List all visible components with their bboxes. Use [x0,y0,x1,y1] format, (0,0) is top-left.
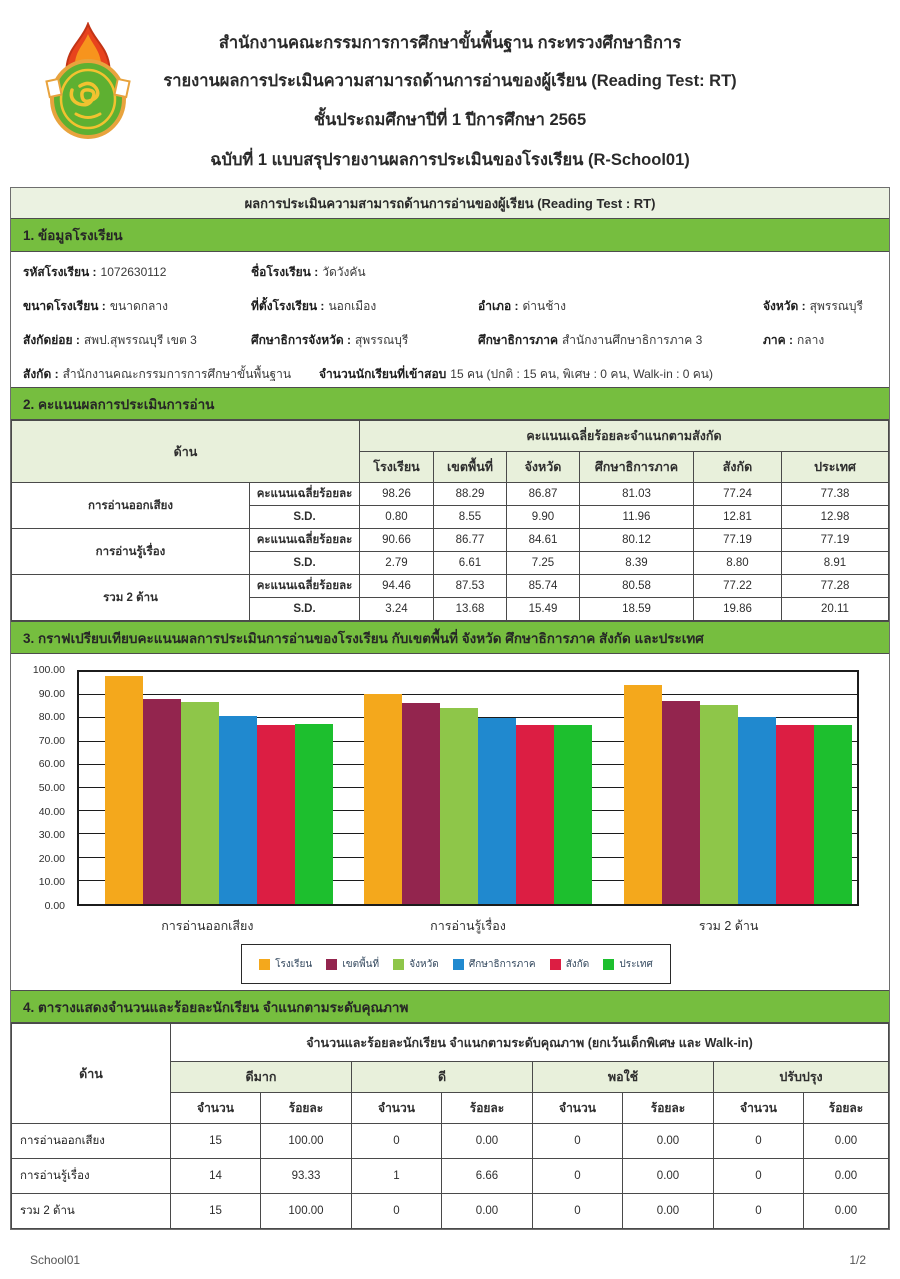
y-tick-label: 70.00 [38,734,65,747]
col-header-school: โรงเรียน [360,452,434,483]
legend-item-country: ประเทศ [603,957,652,972]
bar [700,705,738,904]
field-provincial-education: ศึกษาธิการจังหวัด : สุพรรณบุรี [251,333,409,347]
legend-item-area: เขตพื้นที่ [326,957,379,972]
score-row-name: รวม 2 ด้าน [12,575,250,621]
quality-table-corner: ด้าน [12,1024,171,1124]
info-row-2 [11,296,889,322]
chart-plot [77,670,859,906]
section3-header: 3. กราฟเปรียบเทียบคะแนนผลการประเมินการอ่านของโรงเรียน กับเขตพื้นที่ จังหวัด ศึกษาธิการภาค สังกัด และประเทศ [11,621,889,654]
chart-y-axis [11,664,69,912]
score-row-name: การอ่านรู้เรื่อง [12,529,250,575]
comparison-bar-chart [11,654,889,990]
y-tick-label: 90.00 [38,687,65,700]
y-tick-label: 50.00 [38,782,65,794]
bar [440,708,478,904]
field-sub-affiliation: สังกัดย่อย : สพป.สุพรรณบุรี เขต 3 [23,333,197,347]
legend-swatch-regional [453,959,464,970]
bar [257,725,295,904]
report-band-title: ผลการประเมินความสามารถด้านการอ่านของผู้เรียน (Reading Test : RT) [11,188,889,219]
y-tick-label: 30.00 [38,829,65,842]
bar [295,724,333,904]
quality-row-name: รวม 2 ด้าน [12,1194,171,1229]
quality-row-name: การอ่านออกเสียง [12,1124,171,1159]
report-body [10,187,890,1230]
field-region: ภาค : กลาง [763,333,825,347]
x-label-reading-comp: การอ่านรู้เรื่อง [430,919,506,933]
col-header-affil: สังกัด [694,452,782,483]
bar [624,685,662,904]
chart-x-axis-labels [77,916,859,936]
level-header-very-good: ดีมาก [171,1062,352,1093]
quality-row-name: การอ่านรู้เรื่อง [12,1159,171,1194]
info-row-4 [11,364,889,390]
legend-swatch-school [259,959,270,970]
bar [181,702,219,904]
legend-item-affil: สังกัด [550,957,590,972]
y-tick-label: 100.00 [32,664,65,676]
bar [478,718,516,904]
y-tick-label: 0.00 [44,900,65,912]
field-school-site: ที่ตั้งโรงเรียน : นอกเมือง [251,299,377,313]
field-examinees: จำนวนนักเรียนที่เข้าสอบ 15 คน (ปกติ : 15 คน, พิเศษ : 0 คน, Walk-in : 0 คน) [319,367,714,381]
score-row-name: การอ่านออกเสียง [12,483,250,529]
header-line-grade: ชั้นประถมศึกษาปีที่ 1 ปีการศึกษา 2565 [313,111,587,129]
footer-page-number: 1/2 [849,1253,866,1267]
info-row-3 [11,330,889,356]
bar [143,699,181,904]
legend-item-regional: ศึกษาธิการภาค [453,957,536,972]
legend-swatch-affil [550,959,561,970]
header-line-report: รายงานผลการประเมินความสามารถด้านการอ่านของผู้เรียน (Reading Test: RT) [163,72,737,90]
footer-report-code: School01 [30,1253,81,1267]
bar [662,701,700,904]
bar [516,725,554,904]
legend-swatch-area [326,959,337,970]
section4-header: 4. ตารางแสดงจำนวนและร้อยละนักเรียน จำแนกตามระดับคุณภาพ [11,990,889,1023]
school-info [11,252,889,387]
bar [776,725,814,904]
level-header-fair: พอใช้ [533,1062,714,1093]
field-regional-education: ศึกษาธิการภาค สำนักงานศึกษาธิการภาค 3 [478,333,703,347]
y-tick-label: 80.00 [38,711,65,724]
bar-group [338,672,597,904]
legend-item-school: โรงเรียน [259,957,312,972]
field-school-name: ชื่อโรงเรียน : วัดวังคัน [251,265,366,279]
info-row-1 [11,262,889,288]
header-line-agency: สำนักงานคณะกรรมการการศึกษาขั้นพื้นฐาน กระทรวงศึกษาธิการ [218,34,682,52]
col-header-province: จังหวัด [507,452,580,483]
score-table-span-header: คะแนนเฉลี่ยร้อยละจำแนกตามสังกัด [360,421,889,452]
quality-level-table: ด้าน จำนวนและร้อยละนักเรียน จำแนกตามระดับคุณภาพ (ยกเว้นเด็กพิเศษ และ Walk-in) ดีมาก ดี พอใช้ ปรับปรุง จำนวน ร้อยละ จำนวน ร้อยละ จำนวน ร้อยละ จำนวน ร้อยละ การอ่านออกเสียง 15 100.00 0 0.00 0 0.00 0 0.00 การอ่านรู้เรื่อง 14 93.33 1 6.66 0 0.00 0 0.00 รวม 2 ด้าน 15 100.00 0 0.00 0 0.00 0 0.00 [11,1023,889,1229]
y-tick-label: 40.00 [38,805,65,818]
y-tick-label: 10.00 [38,876,65,889]
y-tick-label: 60.00 [38,758,65,771]
bar [814,725,852,904]
score-table: ด้าน คะแนนเฉลี่ยร้อยละจำแนกตามสังกัด โรงเรียน เขตพื้นที่ จังหวัด ศึกษาธิการภาค สังกัด ประเทศ การอ่านออกเสียง คะแนนเฉลี่ยร้อยละ 98.26 88.29 86.87 81.03 77.24 77.38 S.D. 0.80 8.55 9.90 11.96 12.81 12.98 การอ่านรู้เรื่อง คะแนนเฉลี่ยร้อยละ 90.66 86.77 84.61 80.12 77.19 77.19 S.D. 2.79 6.61 7.25 8.39 8.80 8.91 รวม 2 ด้าน คะแนนเฉลี่ยร้อยละ 94.46 87.53 85.74 80.58 77.22 77.28 S.D. 3.24 13.68 15.49 18.59 19.86 20.11 [11,420,889,621]
x-label-total: รวม 2 ด้าน [698,919,759,933]
col-header-area: เขตพื้นที่ [434,452,507,483]
legend-swatch-country [603,959,614,970]
legend-item-province: จังหวัด [393,957,438,972]
section2-header: 2. คะแนนผลการประเมินการอ่าน [11,387,889,420]
score-table-corner: ด้าน [12,421,360,483]
bar-group [598,672,857,904]
col-header-country: ประเทศ [782,452,889,483]
bar [364,694,402,904]
header-line-edition: ฉบับที่ 1 แบบสรุปรายงานผลการประเมินของโรงเรียน (R-School01) [210,151,690,169]
chart-legend [241,944,671,984]
bar [402,703,440,904]
bar [105,676,143,904]
field-affiliation: สังกัด : สำนักงานคณะกรรมการการศึกษาขั้นพื้นฐาน [23,367,292,381]
field-province: จังหวัด : สุพรรณบุรี [763,299,863,313]
level-header-improve: ปรับปรุง [714,1062,889,1093]
bar [554,725,592,904]
legend-swatch-province [393,959,404,970]
field-school-size: ขนาดโรงเรียน : ขนาดกลาง [23,299,168,313]
quality-table-span-header: จำนวนและร้อยละนักเรียน จำแนกตามระดับคุณภาพ (ยกเว้นเด็กพิเศษ และ Walk-in) [171,1024,889,1062]
bar [219,716,257,904]
y-tick-label: 20.00 [38,852,65,865]
level-header-good: ดี [352,1062,533,1093]
x-label-reading-aloud: การอ่านออกเสียง [161,919,254,933]
col-header-regional: ศึกษาธิการภาค [580,452,694,483]
field-school-code: รหัสโรงเรียน : 1072630112 [23,265,167,279]
field-district: อำเภอ : ด่านช้าง [478,299,566,313]
section1-header: 1. ข้อมูลโรงเรียน [11,219,889,252]
bar [738,717,776,904]
bar-group [79,672,338,904]
